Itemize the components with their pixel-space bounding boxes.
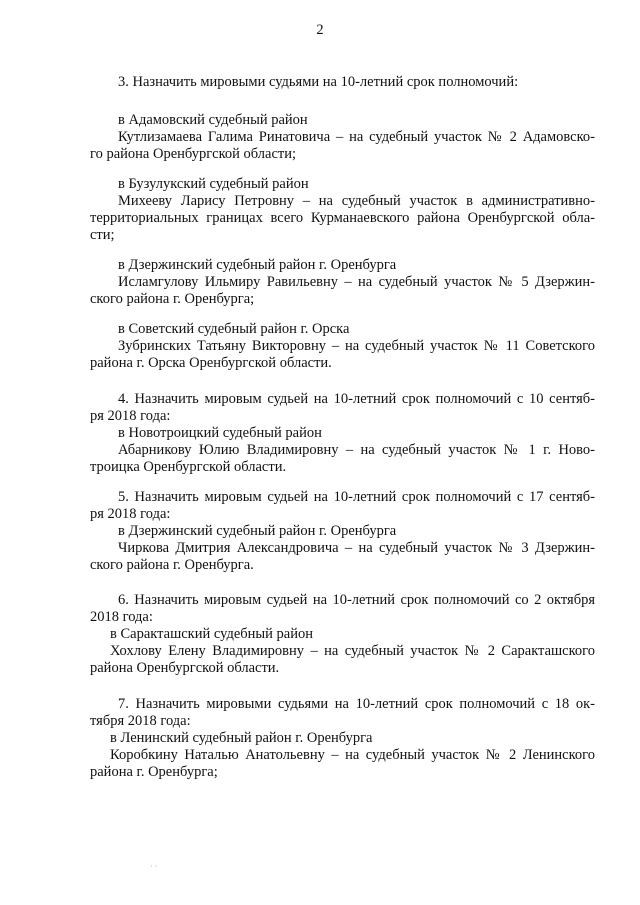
item-4-heading: 4. Назначить мировым судьей на 10-летний срок полномочий с 10 сентяб-	[118, 391, 595, 407]
district-leninsky: в Ленинский судебный район г. Оренбурга	[110, 730, 373, 746]
scan-specks: · ·	[150, 862, 158, 871]
item-3-heading: 3. Назначить мировыми судьями на 10-летний срок полномочий:	[118, 74, 519, 90]
page-number: 2	[316, 22, 324, 38]
district-buzuluksky: в Бузулукский судебный район	[118, 176, 309, 192]
item-7-heading-cont: тября 2018 года:	[90, 713, 191, 729]
appointment-line: сти;	[90, 227, 115, 243]
appointment-line: ского района г. Оренбурга;	[90, 291, 255, 307]
appointment-line: Хохлову Елену Владимировну – на судебный участок № 2 Саракташского	[110, 643, 595, 659]
district-saraktashsky: в Саракташский судебный район	[110, 626, 313, 642]
appointment-line: ского района г. Оренбурга.	[90, 557, 254, 573]
appointment-line: Коробкину Наталью Анатольевну – на судебный участок № 2 Ленинского	[110, 747, 595, 763]
appointment-line: Чиркова Дмитрия Александровича – на судебный участок № 3 Дзержин-	[118, 540, 595, 556]
appointment-line: района г. Оренбурга;	[90, 764, 218, 780]
item-6-heading: 6. Назначить мировым судьей на 10-летний срок полномочий со 2 октября	[118, 592, 595, 608]
appointment-line: Абарникову Юлию Владимировну – на судебный участок № 1 г. Ново-	[118, 442, 595, 458]
item-4-heading-cont: ря 2018 года:	[90, 408, 171, 424]
item-5-heading-cont: ря 2018 года:	[90, 506, 171, 522]
appointment-line: Зубринских Татьяну Викторовну – на судебный участок № 11 Советского	[118, 338, 595, 354]
district-dzerzhinsky: в Дзержинский судебный район г. Оренбурга	[118, 257, 397, 273]
item-5-heading: 5. Назначить мировым судьей на 10-летний срок полномочий с 17 сентяб-	[118, 489, 595, 505]
district-novotroitsky: в Новотроицкий судебный район	[118, 425, 322, 441]
appointment-line: территориальных границах всего Курманаевского района Оренбургской обла-	[90, 210, 595, 226]
appointment-line: Михееву Ларису Петровну – на судебный участок в административно-	[118, 193, 595, 209]
appointment-line: района г. Орска Оренбургской области.	[90, 355, 332, 371]
item-7-heading: 7. Назначить мировыми судьями на 10-летний срок полномочий с 18 ок-	[118, 696, 595, 712]
item-6-heading-cont: 2018 года:	[90, 609, 153, 625]
appointment-line: троицка Оренбургской области.	[90, 459, 287, 475]
appointment-line: Исламгулову Ильмиру Равильевну – на судебный участок № 5 Дзержин-	[118, 274, 595, 290]
appointment-line: района Оренбургской области.	[90, 660, 280, 676]
district-dzerzhinsky: в Дзержинский судебный район г. Оренбурга	[118, 523, 397, 539]
appointment-line: го района Оренбургской области;	[90, 146, 297, 162]
district-adamovsky: в Адамовский судебный район	[118, 112, 308, 128]
district-sovetsky-orsk: в Советский судебный район г. Орска	[118, 321, 350, 337]
appointment-line: Кутлизамаева Галима Ринатовича – на судебный участок № 2 Адамовско-	[118, 129, 595, 145]
